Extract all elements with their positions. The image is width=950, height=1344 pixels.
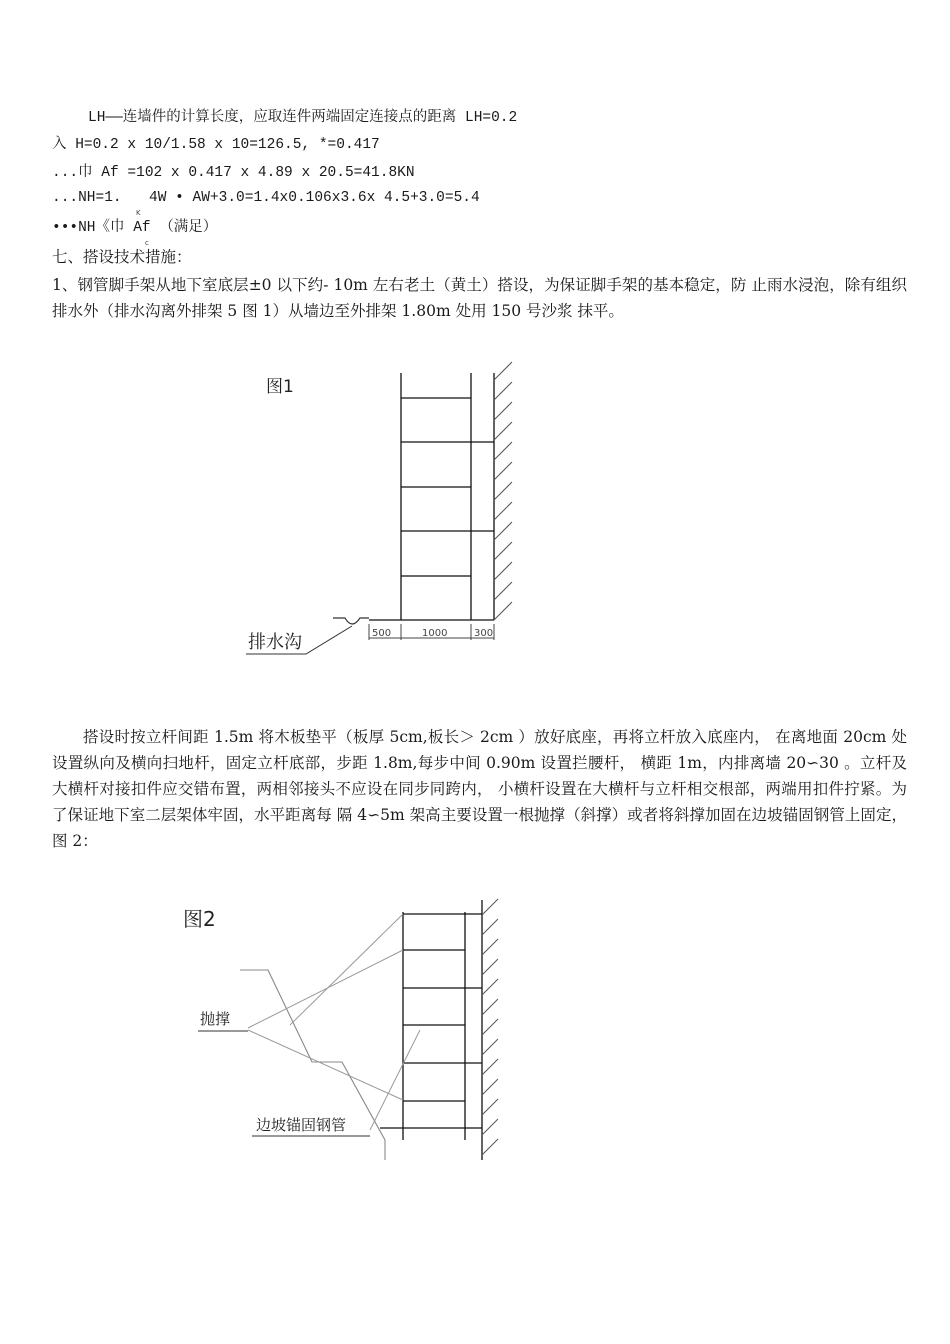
section-heading: 七、搭设技术措施： [52, 248, 192, 266]
formula-line-3: ...巾 Af =102 x 0.417 x 4.89 x 20.5=41.8KN [52, 165, 415, 181]
brace [370, 1030, 420, 1130]
formula-line-4-part-a: ...NH=1. [52, 190, 122, 206]
formula-line-1: LH——连墙件的计算长度，应取连件两端固定连接点的距离 LH=0.2 [88, 110, 518, 126]
formula-line-4-part-b: 4W • AW+3.0=1.4x0.106x3.6x 4.5+3.0=5.4 [149, 190, 480, 206]
drain-label: 排水沟 [248, 632, 302, 653]
scaffold-frame-2 [380, 900, 482, 1160]
drain-ditch [333, 618, 369, 624]
wall-hatch-1 [494, 362, 512, 620]
paragraph-2: 搭设时按立杆间距 1.5m 将木板垫平（板厚 5cm,板长＞ 2cm ）放好底座，再将立杆放入底座内， 在离地面 20cm 处设置纵向及横向扫地杆，固定立杆底部，步距 1.8m,每步中间 0.90m 设置拦腰杆， 横距 1m，内排离墙 20∽30 。立杆及大横杆对接扣件应交错布置，两相邻接头不应设在同步同跨内， 小横杆设置在大横杆与立杆相交根部，两端用扣件拧紧。为了保证地下室二层架体牢固，水平距离每 隔 4∽5m 架高主要设置一根抛撑（斜撑）或者将斜撑加固在边坡锚固钢管上固定，图 2： [52, 728, 907, 850]
figure-1-title: 图1 [266, 377, 294, 397]
wall-hatch-2 [482, 899, 498, 1155]
figure-2-title: 图2 [183, 907, 216, 931]
brace [248, 1030, 403, 1100]
subscript-c: c [145, 239, 149, 247]
paragraph-1: 1、钢管脚手架从地下室底层±0 以下约- 10m 左右老土（黄土）搭设，为保证脚手架的基本稳定，防 止雨水浸泡，除有组织排水外（排水沟离外排架 5 图 1）从墙边至外排架 1.80m 处用 150 号沙浆 抹平。 [52, 276, 907, 320]
braces [248, 914, 420, 1130]
brace [290, 914, 403, 1025]
brace [248, 950, 403, 1028]
formula-line-5: •••NH《巾 Af （满足） [52, 220, 218, 236]
subscript-k: K [136, 209, 141, 217]
dim-1000: 1000 [422, 628, 448, 639]
formula-line-2: 入 H=0.2 x 10/1.58 x 10=126.5, *=0.417 [52, 137, 380, 153]
scaffold-frame-1 [369, 373, 494, 620]
brace-label: 抛撑 [200, 1010, 231, 1028]
dim-500: 500 [372, 628, 392, 639]
anchor-label: 边坡锚固钢管 [256, 1116, 347, 1134]
dim-300: 300 [474, 628, 494, 639]
